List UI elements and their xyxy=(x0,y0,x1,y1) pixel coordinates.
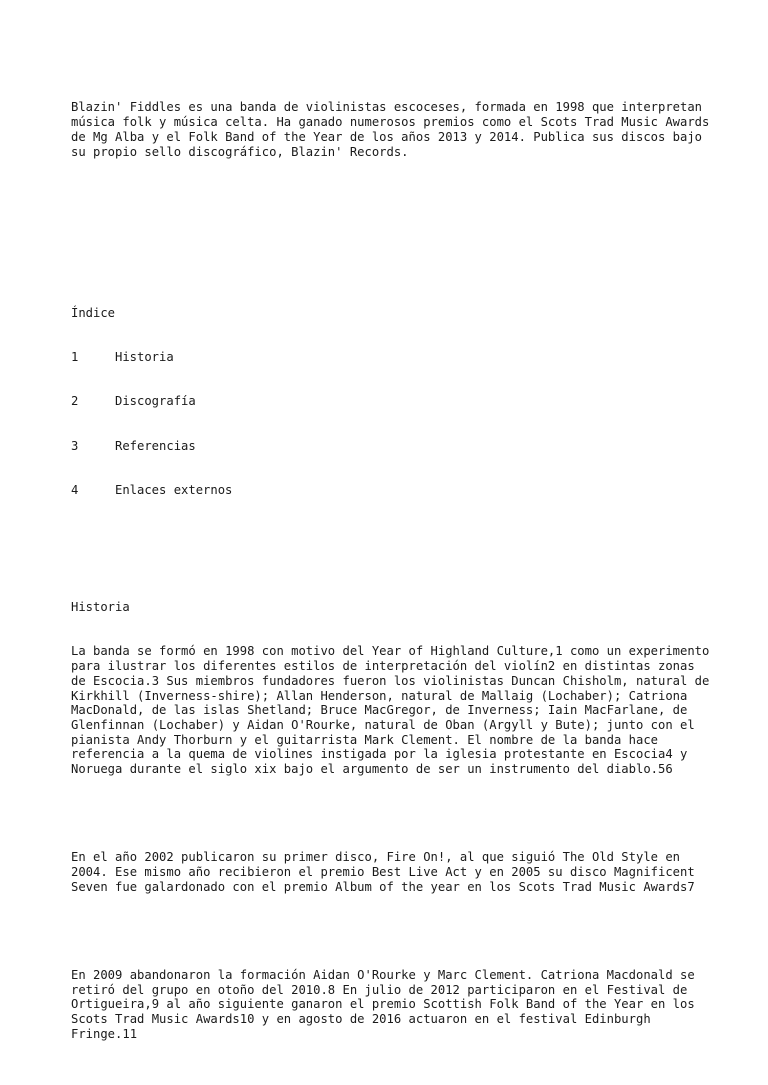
toc-item-number: 1 xyxy=(71,350,79,365)
document-page xyxy=(71,71,717,1085)
spacer xyxy=(71,806,711,821)
toc-item-number: 3 xyxy=(71,438,79,453)
spacer xyxy=(71,924,711,939)
toc-item-number: 4 xyxy=(71,482,79,497)
toc-item-discografia[interactable] xyxy=(71,394,711,409)
toc-item-enlaces-externos[interactable] xyxy=(71,483,711,498)
history-paragraph: En el año 2002 publicaron su primer disco, Fire On!, al que siguió The Old Style en 2004. Ese mismo año recibieron el premio Best Live Act y en 2005 su disco Magnificent Seven fue galardonado con el premio Album of the year en los Scots Trad Music Awards7 xyxy=(71,850,703,894)
section-heading-historia: Historia xyxy=(71,600,130,615)
toc-item-label: Historia xyxy=(115,350,174,365)
history-section xyxy=(71,571,717,1071)
intro-paragraph: Blazin' Fiddles es una banda de violinistas escoceses, formada en 1998 que interpretan música folk y música celta. Ha ganado numerosos premios como el Scots Trad Music Awards de Mg Alba y el Folk Band of the Year de los años 2013 y 2014. Publica sus discos bajo su propio sello discográfico, Blazin' Records. xyxy=(71,100,717,159)
toc-item-historia[interactable] xyxy=(71,350,711,365)
history-paragraph: En 2009 abandonaron la formación Aidan O'Rourke y Marc Clement. Catriona Macdonald se retiró del grupo en otoño del 2010.8 En julio de 2012 participaron en el Festival de Ortigueira,9 al año siguiente ganaron el premio Scottish Folk Band of the Year en los Scots Trad Music Awards10 y en agosto de 2016 actuaron en el festival Edinburgh Fringe.11 xyxy=(71,967,703,1041)
toc-item-label: Discografía xyxy=(115,394,196,409)
toc-item-label: Referencias xyxy=(115,438,196,453)
toc-item-referencias[interactable] xyxy=(71,439,711,454)
spacer xyxy=(71,203,711,232)
toc-title: Índice xyxy=(71,306,116,321)
history-paragraph: La banda se formó en 1998 con motivo del Year of Highland Culture,1 como un experimento para ilustrar los diferentes estilos de interpretación del violín2 en distintas zonas de Escocia.3 Sus miembros fundadores fueron los violinistas Duncan Chisholm, natural de Kirkhill (Inverness-shire); Allan Henderson, natural de Mallaig (Lochaber); Catriona MacDonald, de las islas Shetland; Bruce MacGregor, de Inverness; Iain MacFarlane, de Glenfinnan (Lochaber) y Aidan O'Rourke, natural de Oban (Argyll y Bute); junto con el pianista Andy Thorburn y el guitarrista Mark Clement. El nombre de la banda hace referencia a la quema de violines instigada por la iglesia protestante en Escocia4 y Noruega durante el siglo xix bajo el argumento de ser un instrumento del diablo.56 xyxy=(71,644,717,777)
table-of-contents xyxy=(71,277,711,527)
toc-item-number: 2 xyxy=(71,394,79,409)
toc-item-label: Enlaces externos xyxy=(115,482,233,497)
